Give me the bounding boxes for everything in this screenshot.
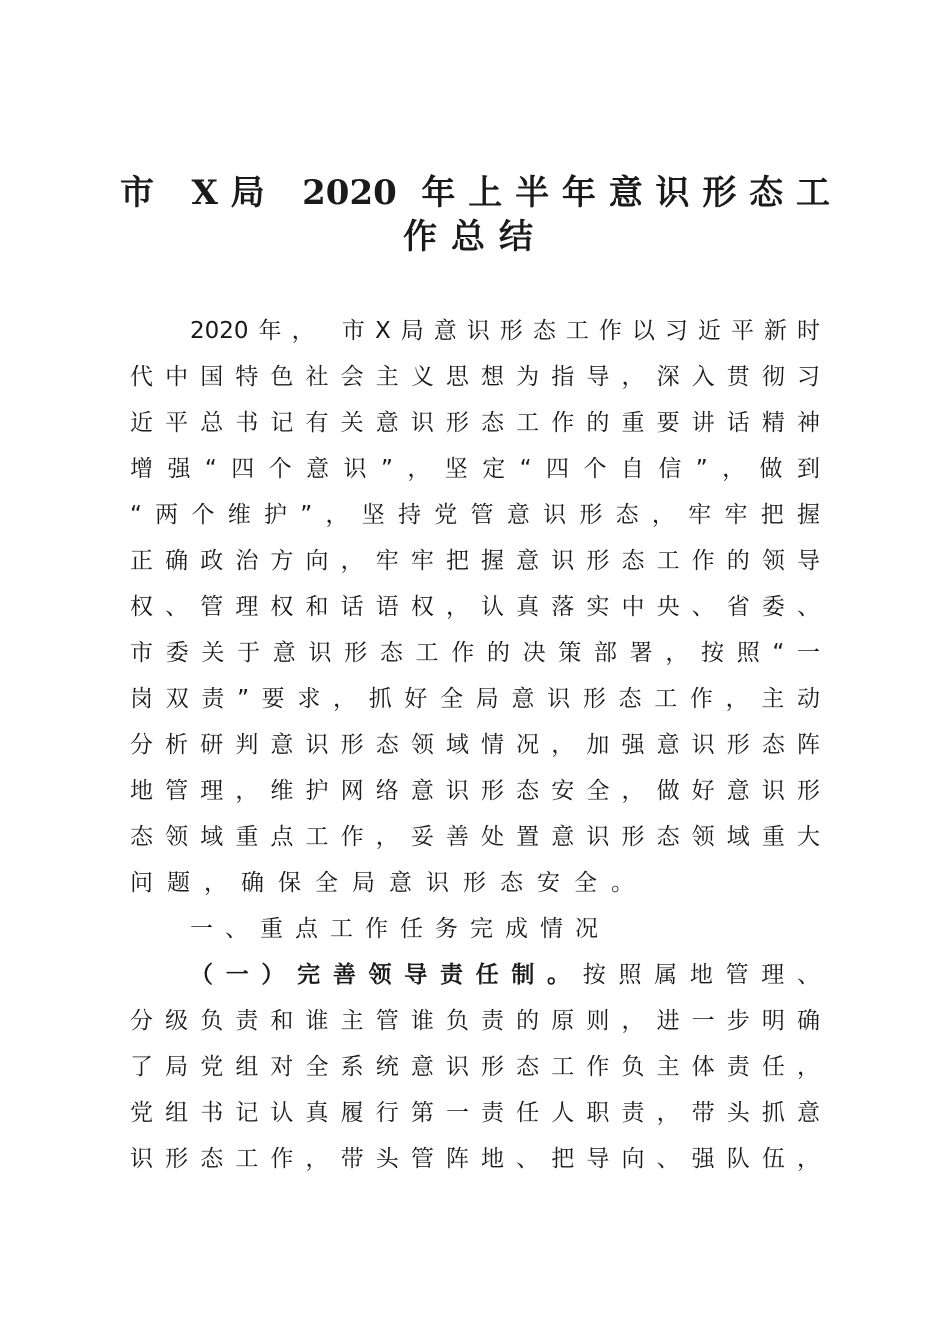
subsection-heading: （一）完善领导责任制。 (190, 962, 583, 988)
subsection-line-5: 识形态工作，带头管阵地、把导向、强队伍， (130, 1146, 820, 1172)
subsection-line-3: 了局党组对全系统意识形态工作负主体责任， (130, 1054, 820, 1080)
intro-line-7: 权、管理权和话语权，认真落实中央、省委、 (130, 594, 820, 620)
intro-line-3: 近平总书记有关意识形态工作的重要讲话精神 (130, 410, 820, 436)
intro-line-12: 态领域重点工作，妥善处置意识形态领域重大 (130, 824, 820, 850)
intro-line-13: 问题，确保全局意识形态安全。 (130, 870, 648, 896)
document-title-line-1: 市 X局 2020 年上半年意识形态工 (120, 173, 830, 213)
intro-line-8: 市委关于意识形态工作的决策部署，按照“一 (130, 640, 820, 666)
intro-line-5: “两个维护”，坚持党管意识形态，牢牢把握 (130, 502, 820, 528)
intro-line-10: 分析研判意识形态领域情况，加强意识形态阵 (130, 732, 820, 758)
subsection-line-2: 分级负责和谁主管谁负责的原则，进一步明确 (130, 1008, 820, 1034)
intro-line-11: 地管理，维护网络意识形态安全，做好意识形 (130, 778, 820, 804)
subsection-first-line (190, 960, 820, 990)
intro-line-6: 正确政治方向，牢牢把握意识形态工作的领导 (130, 548, 820, 574)
intro-line-2: 代中国特色社会主义思想为指导，深入贯彻习 (130, 364, 820, 390)
subsection-line-4: 党组书记认真履行第一责任人职责，带头抓意 (130, 1100, 820, 1126)
intro-line-1: 2020年， 市X局意识形态工作以习近平新时 (190, 318, 820, 344)
subsection-first-rest: 按照属地管理、 (582, 962, 821, 988)
intro-line-9: 岗双责”要求，抓好全局意识形态工作，主动 (130, 686, 820, 712)
document-title-line-2: 作总结 (403, 217, 547, 257)
section-heading: 一、重点工作任务完成情况 (190, 916, 610, 942)
intro-line-4: 增强“四个意识”，坚定“四个自信”，做到 (130, 456, 820, 482)
